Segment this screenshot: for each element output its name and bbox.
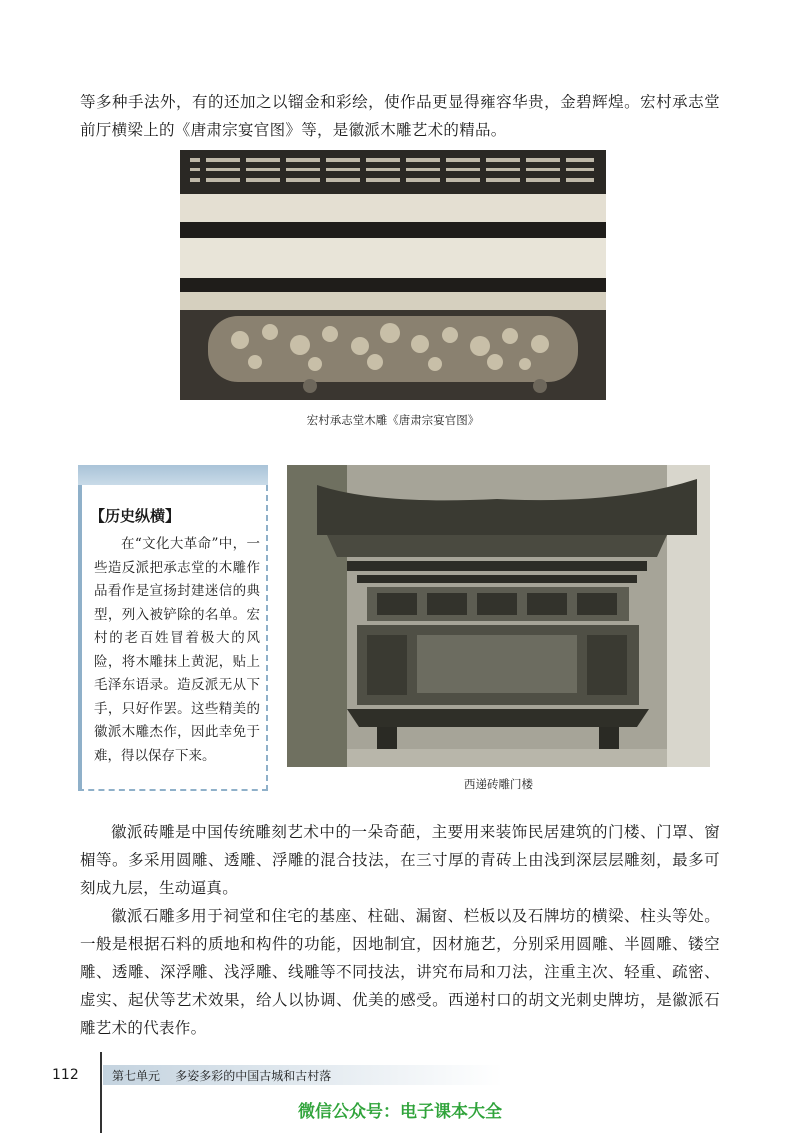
footer-unit-title: 第七单元 多姿多彩的中国古城和古村落 (112, 1069, 332, 1083)
brick-gate-image (287, 465, 710, 767)
footer-vertical-rule (100, 1052, 102, 1133)
woodcarving-photo (180, 150, 606, 400)
sidebar-body: 在“文化大革命”中，一些造反派把承志堂的木雕作品看作是宣扬封建迷信的典型，列入被铲除的名单。宏村的老百姓冒着极大的风险，将木雕抹上黄泥，贴上毛泽东语录。造反派无从下手，只好作罢。这些精美的徽派木雕杰作，因此幸免于难，得以保存下来。 (94, 536, 260, 764)
sidebar-title: 【历史纵横】 (90, 507, 181, 525)
woodcarving-caption: 宏村承志堂木雕《唐肃宗宴官图》 (306, 413, 480, 427)
watermark-text: 微信公众号：电子课本大全 (298, 1102, 502, 1122)
intro-paragraph: 等多种手法外，有的还加之以镏金和彩绘，使作品更显得雍容华贵，金碧辉煌。宏村承志堂前厅横梁上的《唐肃宗宴官图》等，是徽派木雕艺术的精品。 (80, 93, 720, 139)
brick-carving-paragraph: 徽派砖雕是中国传统雕刻艺术中的一朵奇葩，主要用来装饰民居建筑的门楼、门罩、窗楣等。多采用圆雕、透雕、浮雕的混合技法，在三寸厚的青砖上由浅到深层层雕刻，最多可刻成九层，生动逼真。 (80, 823, 720, 897)
page-number: 112 (52, 1067, 79, 1083)
brick-gate-photo (287, 465, 710, 767)
sidebar-header-bar (78, 465, 268, 485)
stone-carving-paragraph: 徽派石雕多用于祠堂和住宅的基座、柱础、漏窗、栏板以及石牌坊的横梁、柱头等处。一般是根据石料的质地和构件的功能，因地制宜，因材施艺，分别采用圆雕、半圆雕、镂空雕、透雕、深浮雕、浅浮雕、线雕等不同技法，讲究布局和刀法，注重主次、轻重、疏密、虚实、起伏等艺术效果，给人以协调、优美的感受。西递村口的胡文光刺史牌坊，是徽派石雕艺术的代表作。 (80, 907, 720, 1037)
brick-gate-caption: 西递砖雕门楼 (464, 777, 533, 791)
history-sidebar (78, 465, 268, 791)
woodcarving-image (180, 150, 606, 400)
